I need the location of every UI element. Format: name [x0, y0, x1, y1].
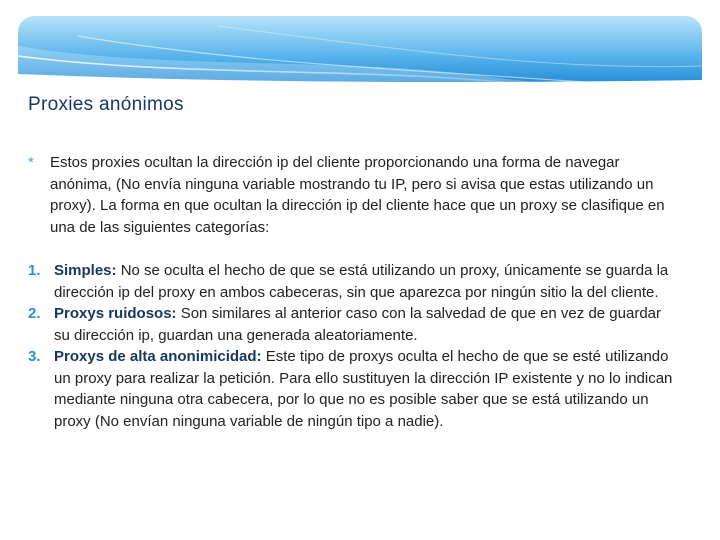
slide-title: Proxies anónimos	[28, 94, 184, 115]
list-term: Simples:	[54, 262, 117, 279]
bullet-star-icon: *	[28, 154, 34, 171]
list-item-alta-anonimicidad	[28, 346, 678, 432]
list-number: 3.	[28, 348, 41, 365]
list-text: Son similares al anterior caso con la salvedad de que en vez de guardar su dirección ip, guardan una generada aleatoriamente.	[54, 305, 661, 344]
list-text: Este tipo de proxys oculta el hecho de que se esté utilizando un proxy para realizar la petición. Para ello sustituyen la dirección IP existente y no lo indican mediante ninguna otra cabecera, por lo que no es posible saber que se está utilizando un proxy (No envían ninguna variable de ningún tipo a nadie).	[54, 348, 673, 430]
header-wave-banner	[18, 16, 702, 86]
list-text: No se oculta el hecho de que se está utilizando un proxy, únicamente se guarda la dirección ip del proxy en ambos cabeceras, sin que aparezca por ningún sitio la del cliente.	[54, 262, 669, 301]
list-item-simples	[28, 260, 678, 303]
list-term: Proxys de alta anonimicidad:	[54, 348, 262, 365]
list-number: 2.	[28, 305, 41, 322]
intro-bullet	[28, 152, 678, 238]
intro-text: Estos proxies ocultan la dirección ip del cliente proporcionando una forma de navegar anónima, (No envía ninguna variable mostrando tu IP, pero si avisa que estas utilizando un proxy). La forma en que ocultan la dirección ip del cliente hace que un proxy se clasifique en una de las siguientes categorías:	[50, 154, 665, 236]
category-list	[28, 260, 678, 432]
list-number: 1.	[28, 262, 41, 279]
list-item-ruidosos	[28, 303, 678, 346]
list-term: Proxys ruidosos:	[54, 305, 177, 322]
wave-graphic	[18, 16, 702, 86]
